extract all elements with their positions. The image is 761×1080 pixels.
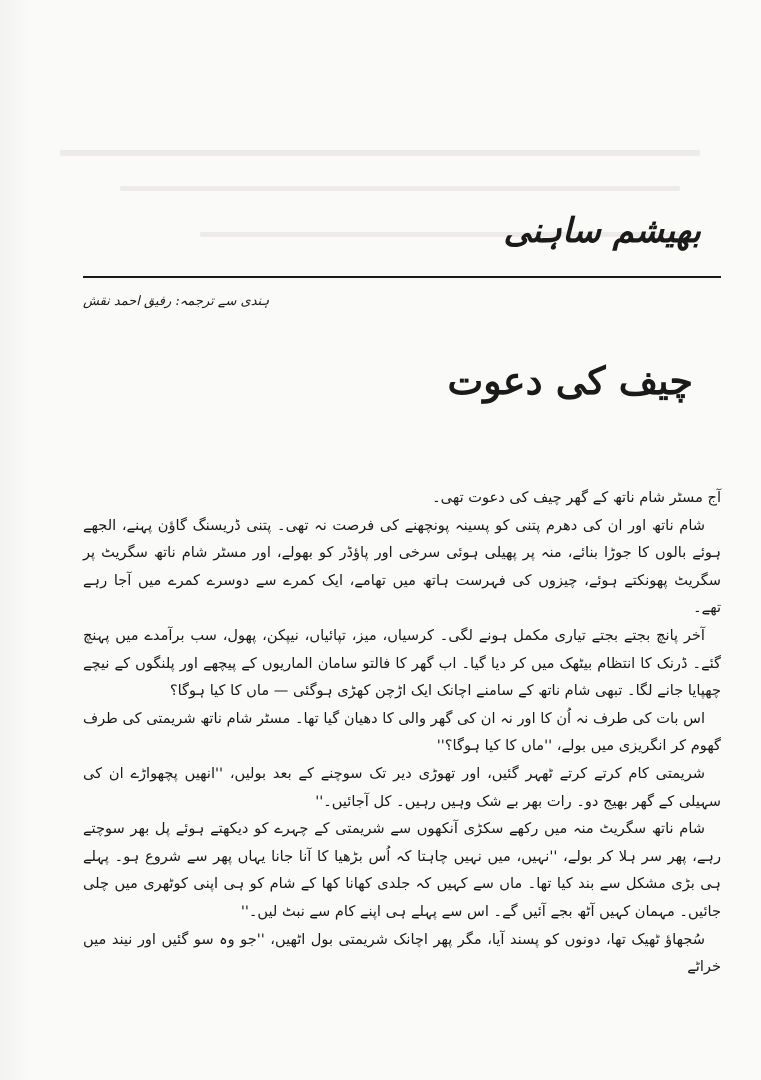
body-paragraph: شام ناتھ اور ان کی دھرم پتنی کو پسینہ پونچھنے کی فرصت نہ تھی۔ پتنی ڈریسنگ گاؤن پہنے، الجھے ہوئے بالوں کا جوڑا بنائے، منہ پر پھیلی ہوئی سرخی اور پاؤڈر کو بھولے، اور مسٹر شام ناتھ سگریٹ پر سگریٹ پھونکتے ہوئے، چیزوں کی فہرست ہاتھ میں تھامے، ایک کمرے سے دوسرے کمرے میں آجا رہے تھے۔: [83, 516, 721, 617]
bleed-through-mark: [120, 186, 680, 191]
title-divider: [83, 276, 721, 278]
body-paragraph: شام ناتھ سگریٹ منہ میں رکھے سکڑی آنکھوں سے شریمتی کے چہرے کو دیکھتے ہوئے پل بھر سوچتے رہے، پھر سر ہلا کر بولے، ''نہیں، میں نہیں چاہتا کہ اُس بڑھیا کا آنا جانا یہاں پھر سے شروع ہو۔ پہلے ہی بڑی مشکل سے بند کیا تھا۔ ماں سے کہیں کہ جلدی کھانا کھا کے شام کو ہی اپنی کوٹھری میں چلی جائیں۔ مہمان کہیں آٹھ بجے آئیں گے۔ اس سے پہلے ہی اپنے کام سے نبٹ لیں۔'': [83, 820, 721, 920]
translator-credit: ہندی سے ترجمہ: رفیق احمد نقش: [83, 294, 270, 309]
author-name: بھیشم ساہنی: [503, 211, 701, 251]
story-title: چیف کی دعوت: [447, 358, 693, 403]
body-paragraph: سُجھاؤ ٹھیک تھا، دونوں کو پسند آیا، مگر پھر اچانک شریمتی بول اٹھیں، ''جو وہ سو گئیں اور نیند میں خراٹے: [83, 930, 721, 976]
bleed-through-mark: [60, 150, 700, 156]
body-paragraph: آخر پانچ بجتے بجتے تیاری مکمل ہونے لگی۔ کرسیاں، میز، تپائیاں، نیپکن، پھول، سب برآمدے میں پہنچ گئے۔ ڈرنک کا انتظام بیٹھک میں کر دیا گیا۔ اب گھر کا فالتو سامان الماریوں کے پیچھے اور پلنگوں کے نیچے چھپایا جانے لگا۔ تبھی شام ناتھ کے سامنے اچانک ایک اڑچن کھڑی ہوگئی — ماں کا کیا ہوگا؟: [83, 626, 721, 700]
body-paragraph: اس بات کی طرف نہ اُن کا اور نہ ان کی گھر والی کا دھیان گیا تھا۔ مسٹر شام ناتھ شریمتی کی طرف گھوم کر انگریزی میں بولے، ''ماں کا کیا ہوگا؟'': [83, 709, 721, 755]
story-body: [83, 484, 721, 981]
body-paragraph: آج مسٹر شام ناتھ کے گھر چیف کی دعوت تھی۔: [432, 489, 721, 506]
body-paragraph: شریمتی کام کرتے کرتے ٹھہر گئیں، اور تھوڑی دیر تک سوچنے کے بعد بولیں، ''انھیں پچھواڑے ان کی سہیلی کے گھر بھیج دو۔ رات بھر بے شک وہیں رہیں۔ کل آجائیں۔'': [83, 764, 721, 810]
